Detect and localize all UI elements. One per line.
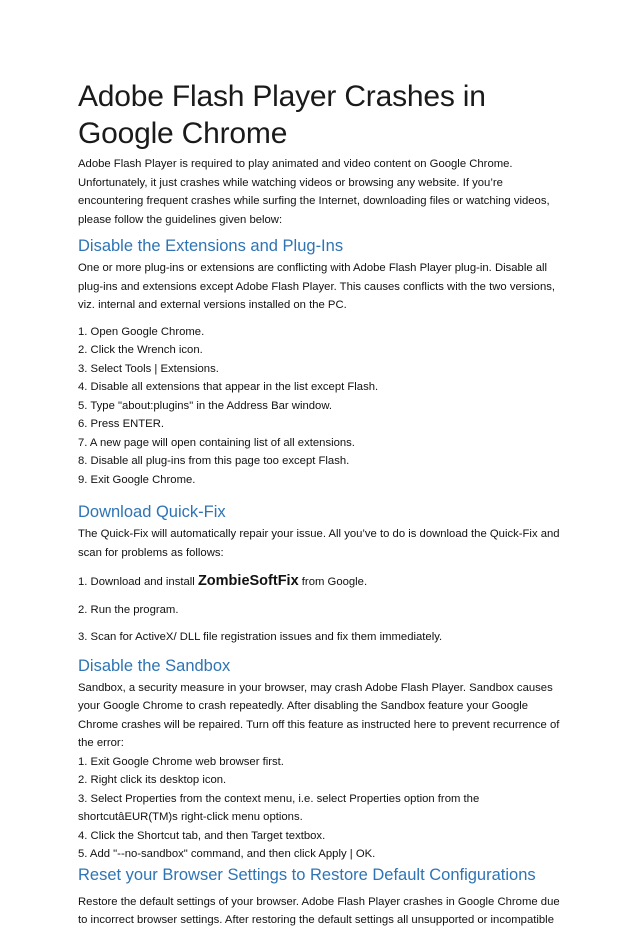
list-item: 4. Click the Shortcut tab, and then Target textbox. xyxy=(78,829,326,842)
quickfix-step-1-suffix: from Google. xyxy=(298,576,368,588)
list-item: 2. Click the Wrench icon. xyxy=(78,344,203,356)
list-item: 8. Disable all plug-ins from this page too except Flash. xyxy=(78,455,350,467)
list-item: 3. Select Properties from the context menu, i.e. select Properties option from the shortcutâEUR(TM)s right-click menu options. xyxy=(78,792,480,823)
quickfix-step-3: 3. Scan for ActiveX/ DLL file registration issues and fix them immediately. xyxy=(78,631,443,643)
quickfix-step-1-prefix: 1. Download and install xyxy=(78,576,198,588)
extensions-paragraph: One or more plug-ins or extensions are conflicting with Adobe Flash Player plug-in. Disable all plug-ins and extensions except Adobe Flash Player. This causes conflicts with the two versions, viz. internal and external versions installed on the PC. xyxy=(78,262,556,311)
list-item: 9. Exit Google Chrome. xyxy=(78,473,196,486)
list-item: 1. Open Google Chrome. xyxy=(78,325,205,338)
list-item: 6. Press ENTER. xyxy=(78,418,165,430)
list-item: 5. Add "--no-sandbox" command, and then click Apply | OK. xyxy=(78,848,376,860)
section-heading-quickfix: Download Quick-Fix xyxy=(78,503,226,521)
sandbox-steps-list xyxy=(78,753,568,864)
section-quickfix xyxy=(78,501,568,647)
section-heading-reset: Reset your Browser Settings to Restore Default Configurations xyxy=(78,865,536,884)
list-item: 7. A new page will open containing list of all extensions. xyxy=(78,436,355,449)
quickfix-step-1 xyxy=(78,572,568,592)
list-item: 3. Select Tools | Extensions. xyxy=(78,362,219,375)
section-heading-sandbox: Disable the Sandbox xyxy=(78,656,231,675)
page-title: Adobe Flash Player Crashes in Google Chrome xyxy=(78,80,486,150)
section-sandbox xyxy=(78,655,568,864)
list-item: 4. Disable all extensions that appear in the list except Flash. xyxy=(78,381,379,393)
list-item: 5. Type "about:plugins" in the Address Bar window. xyxy=(78,399,332,412)
quickfix-step-2: 2. Run the program. xyxy=(78,603,179,616)
intro-paragraph: Adobe Flash Player is required to play animated and video content on Google Chrome. Unfortunately, it just crashes while watching videos or browsing any website. If you’re encountering frequent crashes while surfing the Internet, downloading files or watching videos, please follow the guidelines given below: xyxy=(78,158,550,226)
list-item: 1. Exit Google Chrome web browser first. xyxy=(78,755,284,768)
section-heading-extensions: Disable the Extensions and Plug-Ins xyxy=(78,237,344,255)
reset-paragraph: Restore the default settings of your browser. Adobe Flash Player crashes in Google Chrome due to incorrect browser settings. After restoring the default settings all unsupported or incompatible xyxy=(78,895,560,926)
list-item: 2. Right click its desktop icon. xyxy=(78,774,227,786)
quickfix-paragraph: The Quick-Fix will automatically repair your issue. All you’ve to do is download the Quick-Fix and scan for problems as follows: xyxy=(78,528,560,559)
extensions-steps-list xyxy=(78,323,568,490)
sandbox-paragraph: Sandbox, a security measure in your browser, may crash Adobe Flash Player. Sandbox causes your Google Chrome to crash repeatedly. After disabling the Sandbox feature your Google Chrome crashes will be repaired. Turn off this feature as instructed here to prevent recurrence of the error: xyxy=(78,681,560,749)
section-extensions xyxy=(78,235,568,489)
zombiesoftfix-link[interactable]: ZombieSoftFix xyxy=(197,573,299,589)
section-reset xyxy=(78,864,568,930)
